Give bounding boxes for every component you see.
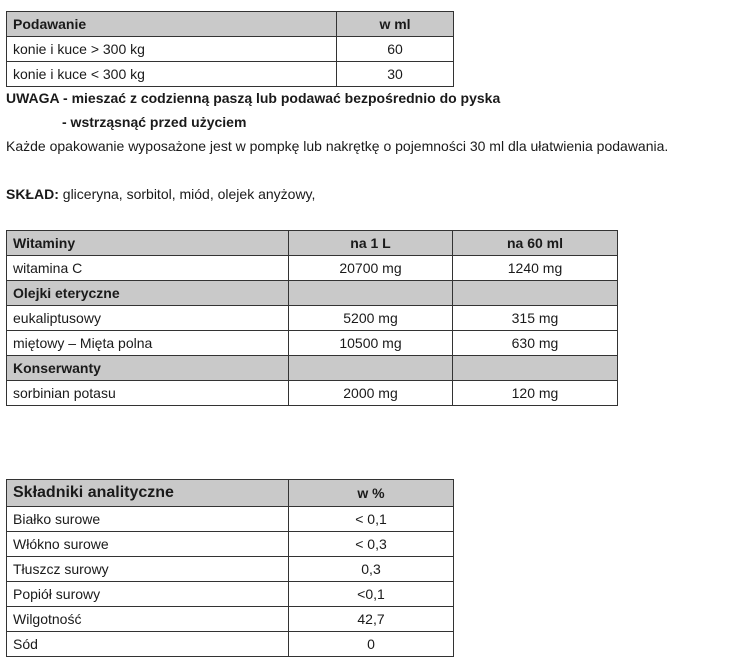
warning-line-2: - wstrząsnąć przed użyciem [62,114,247,130]
table-row [7,381,618,406]
table-row [7,37,454,62]
table-row [7,256,618,281]
ingredient-name: miętowy – Mięta polna [7,331,289,356]
column-header-analytical: Składniki analityczne [7,480,289,507]
table-row [7,306,618,331]
table-row [7,582,454,607]
ingredient-per-60ml: 120 mg [453,381,618,406]
table-header-row [7,231,618,256]
analytical-component: Tłuszcz surowy [7,557,289,582]
feeding-category: konie i kuce > 300 kg [7,37,337,62]
feeding-table [6,11,454,87]
analytical-value: 42,7 [289,607,454,632]
table-header-row [7,480,454,507]
analytical-component: Popiół surowy [7,582,289,607]
analytical-component: Sód [7,632,289,657]
group-empty-cell [289,281,453,306]
group-row-essential-oils [7,281,618,306]
group-label: Konserwanty [7,356,289,381]
analytical-value: < 0,1 [289,507,454,532]
group-row-preservatives [7,356,618,381]
analytical-value: 0 [289,632,454,657]
warning-line-1: UWAGA - mieszać z codzienną paszą lub podawać bezpośrednio do pyska [6,90,501,106]
ingredients-table [6,230,618,406]
analytical-component: Wilgotność [7,607,289,632]
analytical-component: Włókno surowe [7,532,289,557]
ingredient-name: sorbinian potasu [7,381,289,406]
table-row [7,331,618,356]
column-header-feeding: Podawanie [7,12,337,37]
ingredient-per-60ml: 1240 mg [453,256,618,281]
feeding-category: konie i kuce < 300 kg [7,62,337,87]
table-header-row [7,12,454,37]
feeding-amount: 30 [337,62,454,87]
ingredient-per-60ml: 630 mg [453,331,618,356]
ingredient-per-liter: 5200 mg [289,306,453,331]
table-row [7,532,454,557]
table-row [7,507,454,532]
group-empty-cell [453,356,618,381]
analytical-value: 0,3 [289,557,454,582]
table-row [7,607,454,632]
table-row [7,557,454,582]
table-row [7,632,454,657]
analytical-value: <0,1 [289,582,454,607]
feeding-amount: 60 [337,37,454,62]
table-row [7,62,454,87]
column-header-percent: w % [289,480,454,507]
column-header-per-60ml: na 60 ml [453,231,618,256]
composition-text: gliceryna, sorbitol, miód, olejek anyżowy, [58,186,316,202]
analytical-component: Białko surowe [7,507,289,532]
group-empty-cell [453,281,618,306]
composition-label: SKŁAD: [6,186,59,202]
ingredient-name: witamina C [7,256,289,281]
ingredient-per-60ml: 315 mg [453,306,618,331]
ingredient-name: eukaliptusowy [7,306,289,331]
composition-line [6,186,315,202]
column-header-ml: w ml [337,12,454,37]
column-header-per-liter: na 1 L [289,231,453,256]
ingredient-per-liter: 10500 mg [289,331,453,356]
group-empty-cell [289,356,453,381]
ingredient-per-liter: 20700 mg [289,256,453,281]
analytical-table [6,479,454,657]
analytical-value: < 0,3 [289,532,454,557]
column-header-vitamins: Witaminy [7,231,289,256]
ingredient-per-liter: 2000 mg [289,381,453,406]
packaging-note: Każde opakowanie wyposażone jest w pompkę lub nakrętkę o pojemności 30 ml dla ułatwienia podawania. [6,138,669,154]
group-label: Olejki eteryczne [7,281,289,306]
